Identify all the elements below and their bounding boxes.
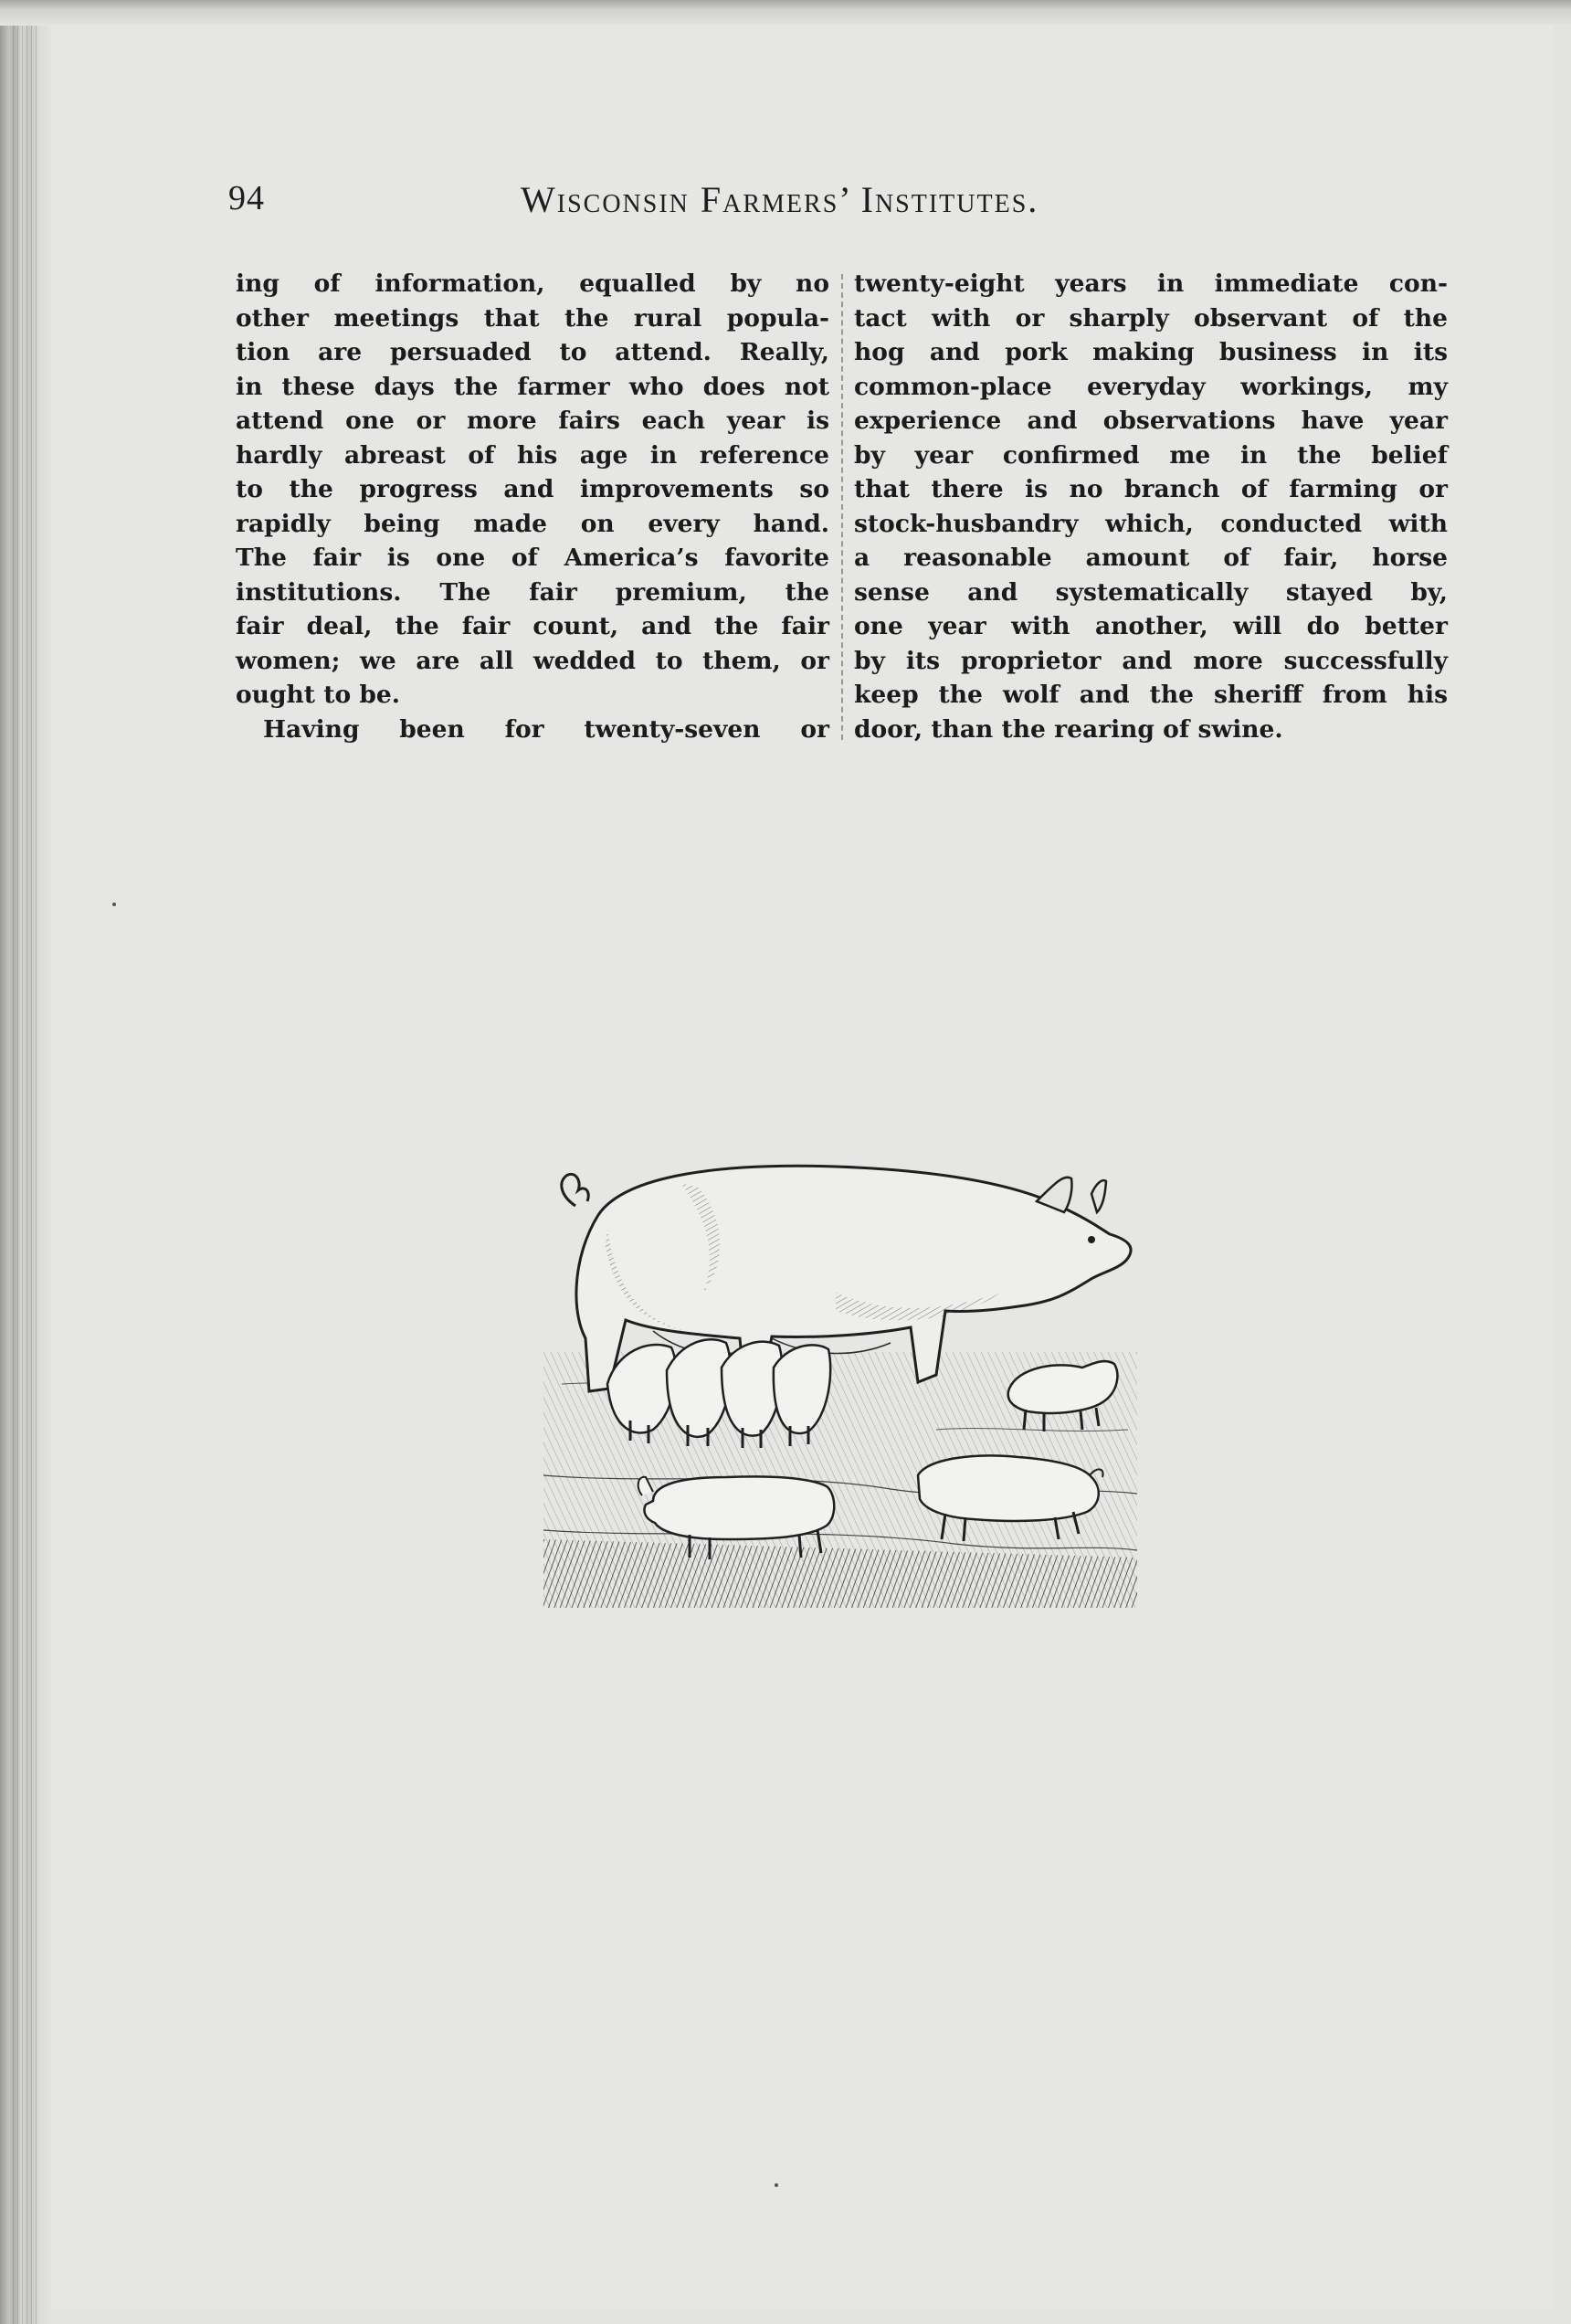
right-line-5: experience and observations have year: [854, 407, 1448, 435]
right-line-8: stock-husbandry which, conducted with: [854, 509, 1448, 538]
text-columns: [236, 267, 1450, 760]
right-line-9: a reasonable amount of fair, horse: [854, 544, 1448, 572]
right-line-12: by its proprietor and more successfully: [854, 646, 1448, 675]
paper-speck: [775, 2183, 778, 2187]
right-column: [854, 267, 1448, 746]
right-line-2: tact with or sharply observant of the: [854, 303, 1448, 333]
left-line-11: fair deal, the fair count, and the fair: [236, 612, 829, 640]
left-line-5: attend one or more fairs each year is: [236, 407, 829, 435]
page-edges: [13, 0, 40, 2324]
right-line-4: common-place everyday workings, my: [854, 372, 1448, 401]
right-line-10: sense and systematically stayed by,: [854, 577, 1448, 607]
left-line-4: in these days the farmer who does not: [236, 372, 829, 401]
right-line-3: hog and pork making business in its: [854, 338, 1448, 366]
left-line-3: tion are persuaded to attend. Really,: [236, 338, 829, 366]
left-line-1: ing of information, equalled by no: [236, 269, 829, 298]
left-line-8: rapidly being made on every hand.: [236, 509, 829, 538]
right-line-14: door, than the rearing of swine.: [854, 714, 1283, 744]
right-line-7: that there is no branch of farming or: [854, 475, 1448, 503]
page-header: [228, 178, 1452, 242]
paper-speck: [112, 903, 116, 906]
left-line-12: women; we are all wedded to them, or: [236, 646, 829, 675]
right-line-11: one year with another, will do better: [854, 612, 1448, 640]
left-line-14: Having been for twenty-seven or: [263, 714, 829, 744]
right-line-13: keep the wolf and the sheriff from his: [854, 681, 1448, 709]
left-line-6: hardly abreast of his age in reference: [236, 440, 829, 470]
top-shadow: [0, 0, 1571, 26]
sow-with-piglets-engraving: [543, 1156, 1137, 1608]
left-line-7: to the progress and improvements so: [236, 475, 829, 503]
left-line-9: The fair is one of America’s favorite: [236, 544, 829, 572]
left-line-2: other meetings that the rural popula-: [236, 303, 829, 333]
running-title: Wisconsin Farmers’ Institutes.: [521, 179, 1039, 220]
right-line-6: by year confirmed me in the belief: [854, 440, 1448, 470]
right-line-1: twenty-eight years in immediate con-: [854, 269, 1448, 298]
column-divider: [841, 274, 843, 740]
left-column: [236, 267, 829, 746]
page-number: 94: [228, 179, 265, 217]
left-line-10: institutions. The fair premium, the: [236, 577, 829, 607]
left-line-13: ought to be.: [236, 681, 400, 709]
